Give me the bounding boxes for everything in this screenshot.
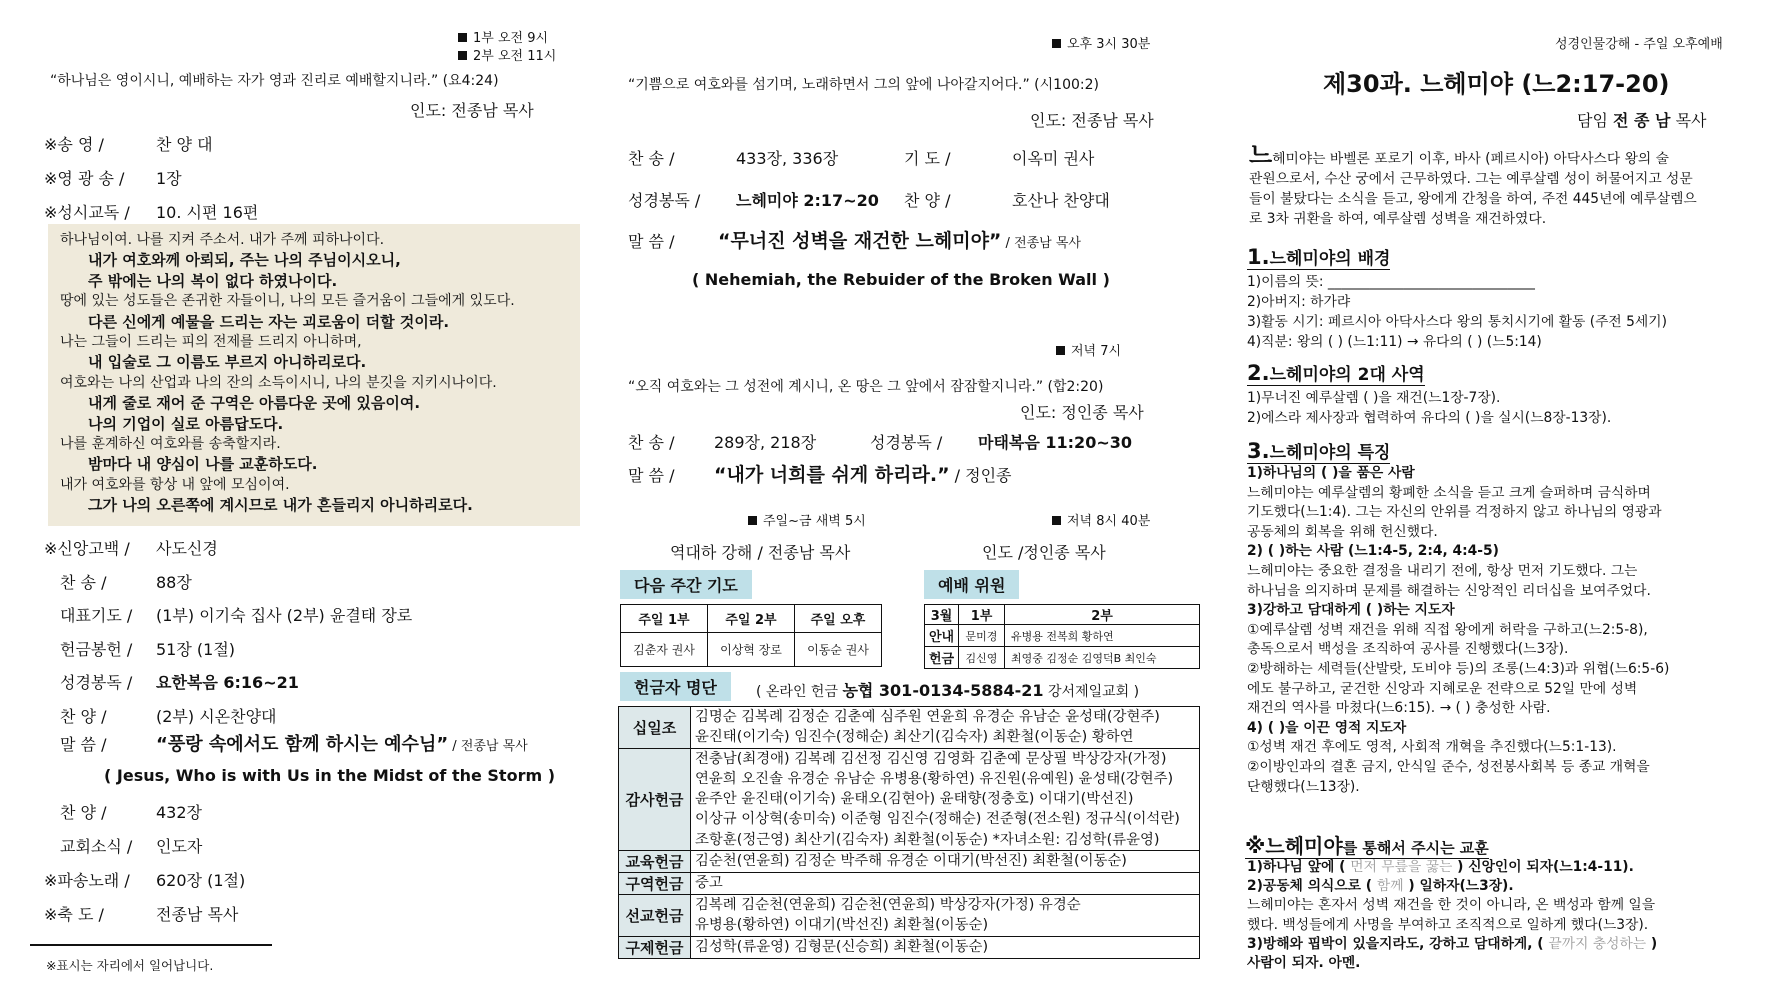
bible-study-column: [1235, 0, 1786, 1002]
section-1-body: 1)이름의 뜻: ______________________________ 2)아버지: 하가랴 3)활동 시기: 페르시아 아닥사스다 왕의 통치시기에 활동 (주전 5세기) 4)직분: 왕의 ( ) (느1:11) → 유다의 ( ) (느5:14): [1247, 274, 1667, 350]
reading-line: 하나님이여. 나를 지켜 주소서. 내가 주께 피하나이다.: [60, 232, 385, 248]
evening-row-1: 찬 송 / 289장, 218장 성경봉독 / 마태복음 11:20~30: [628, 433, 1132, 452]
reading-line: 그가 나의 오른쪽에 계시므로 내가 흔들리지 아니하리로다.: [88, 496, 473, 515]
answer-2: 함께: [1376, 878, 1404, 895]
afternoon-evening-column: [610, 0, 1210, 1002]
standing-note: ※표시는 자리에서 일어납니다.: [46, 958, 214, 973]
prayer-val: 김춘자 권사: [621, 633, 708, 667]
pastor-line: 담임 전 종 남 목사: [1577, 111, 1707, 130]
order-list-3: [44, 796, 245, 932]
sermon-line: 말 씀 / “풍랑 속에서도 함께 하시는 예수님” / 전종남 목사: [60, 734, 528, 755]
reading-line: 내가 여호와를 항상 내 앞에 모심이여.: [60, 476, 290, 493]
offering-names: 김복례 김순천(연윤희) 김순천(연윤희) 박상강자(가정) 유경순 유병용(황하연) 이대기(박선진) 최환철(이동순): [691, 895, 1200, 937]
bank-account: 농협 301-0134-5884-21: [842, 681, 1044, 700]
afternoon-sermon: 말 씀 / “무너진 성벽을 재건한 느헤미야” / 전종남 목사: [628, 230, 1081, 252]
evening-verse: “오직 여호와는 그 성전에 계시니, 온 땅은 그 앞에서 잠잠할지니라.” (합2:20): [628, 379, 1104, 395]
order-item: 헌금봉헌 / 51장 (1절): [60, 639, 236, 659]
offering-category: 구제헌금: [619, 936, 691, 958]
section-1-heading: 1.느헤미야의 배경: [1247, 245, 1391, 269]
afternoon-time: 오후 3시 30분: [1052, 33, 1150, 52]
offering-names: 김명순 김복례 김정순 김춘예 심주원 연윤희 유경순 유남순 윤성태(강현주) 윤진태(이기숙) 임진수(정해순) 최산기(김숙자) 최환철(이동순) 황하연: [691, 707, 1200, 749]
prayer-head: 주일 1부: [621, 605, 708, 633]
order-item: ※영 광 송 / 1장: [44, 169, 182, 188]
night-text: 인도 /정인종 목사: [982, 543, 1106, 562]
service-time-1: 1부 오전 9시: [458, 27, 548, 46]
sermon-english-title: ( Jesus, Who is with Us in the Midst of the Storm ): [104, 766, 556, 785]
order-item: 찬 송 / 88장: [60, 572, 192, 592]
reading-line: 내 입술로 그 이름도 부르지 아니하리로다.: [88, 353, 367, 372]
dawn-text: 역대하 강해 / 전종남 목사: [670, 543, 851, 562]
dawn-time: 주일~금 새벽 5시: [748, 510, 866, 529]
offering-names: 김순천(연윤희) 김정순 박주해 유경순 이대기(박선진) 최환철(이동순): [691, 851, 1200, 873]
offering-names: 전충남(최경애) 김복례 김선정 김신영 김영화 김춘예 문상필 박상강자(가정) 연윤희 오진솔 유경순 유남순 유병용(황하연) 유진원(유예원) 윤성태(강현주) 윤주안 윤진태(이기숙) 윤태오(김현아) 윤태향(정충호) 이대기(박선진) 이상규 이상혁(송미숙) 이준형 임진수(정해순) 전준형(전소원) 정규식(이석란) 조항훈(정근영) 최산기(김숙자) 최환철(이동순) *자녀소원: 김성학(류윤영): [691, 748, 1200, 850]
prayer-table: [620, 604, 882, 667]
section-2-heading: 2.느헤미야의 2대 사역: [1247, 361, 1425, 385]
reading-line: 여호와는 나의 산업과 나의 잔의 소득이시니, 나의 분깃을 지키시나이다.: [60, 374, 497, 391]
reading-line: 다른 신에게 예물을 드리는 자는 괴로움이 더할 것이라.: [88, 312, 450, 331]
offering-category: 십일조: [619, 707, 691, 749]
afternoon-row-2: 성경봉독 / 느헤미야 2:17~20 찬 양 / 호산나 찬양대: [628, 191, 1110, 210]
series-title: 성경인물강해 - 주일 오후예배: [1555, 37, 1723, 52]
offering-names: 중고: [691, 873, 1200, 895]
donor-box-title: 헌금자 명단: [620, 672, 731, 701]
section-3-heading: 3.느헤미야의 특징: [1247, 439, 1391, 463]
order-item: ※파송노래 / 620장 (1절): [44, 871, 246, 890]
reading-line: 밤마다 내 양심이 나를 교훈하도다.: [88, 455, 318, 474]
afternoon-leader: 인도: 전종남 목사: [1030, 111, 1154, 130]
reading-line: 내가 여호와께 아뢰되, 주는 나의 주님이시오니,: [88, 251, 401, 270]
offering-names: 김성학(류윤영) 김형문(신승희) 최환철(이동순): [691, 936, 1200, 958]
bullet-square-icon: [1056, 346, 1065, 355]
bullet-square-icon: [458, 51, 467, 60]
online-offering-note: ( 온라인 헌금 농협 301-0134-5884-21 강서제일교회 ): [756, 681, 1140, 700]
afternoon-sermon-title: “무너진 성벽을 재건한 느헤미야”: [718, 230, 1002, 252]
offering-category: 구역헌금: [619, 873, 691, 895]
prayer-val: 이동순 권사: [795, 633, 882, 667]
order-item: 대표기도 / (1부) 이기숙 집사 (2부) 윤결태 장로: [60, 606, 413, 625]
bullet-square-icon: [748, 516, 757, 525]
leader: 인도: 전종남 목사: [410, 101, 534, 120]
order-item: ※신앙고백 / 사도신경: [44, 539, 218, 558]
order-list-2: [44, 532, 412, 733]
committee-box-title: 예배 위원: [924, 570, 1019, 599]
reading-line: 땅에 있는 성도들은 존귀한 자들이니, 나의 모든 즐거움이 그들에게 있도다.: [60, 293, 515, 310]
afternoon-verse: “기쁨으로 여호와를 섬기며, 노래하면서 그의 앞에 나아갈지어다.” (시100:2): [628, 77, 1099, 93]
reading-line: 나를 훈계하신 여호와를 송축할지라.: [60, 436, 281, 453]
service-time-2: 2부 오전 11시: [458, 45, 556, 64]
prayer-head: 주일 오후: [795, 605, 882, 633]
afternoon-sermon-english: ( Nehemiah, the Rebuider of the Broken Wall ): [692, 270, 1110, 289]
evening-sermon-title: “내가 너희를 쉬게 하리라.”: [714, 464, 950, 486]
night-time: 저녁 8시 40분: [1052, 510, 1150, 529]
drop-cap: 느: [1249, 141, 1273, 169]
morning-service-column: [0, 0, 600, 1002]
evening-sermon: 말 씀 / “내가 너희를 쉬게 하리라.” / 정인종: [628, 464, 1012, 486]
order-item: 찬 양 / 432장: [60, 803, 202, 822]
offering-category: 교육헌금: [619, 851, 691, 873]
lesson-title: 제30과. 느헤미야 (느2:17-20): [1323, 70, 1670, 98]
answer-1: 먼저 무릎을 꿇는: [1350, 859, 1453, 875]
prayer-head: 주일 2부: [708, 605, 795, 633]
answer-3: 끝까지 충성하는: [1548, 935, 1647, 952]
reading-line: 주 밖에는 나의 복이 없다 하였나이다.: [88, 271, 338, 290]
sermon-title: “풍랑 속에서도 함께 하시는 예수님”: [156, 734, 449, 755]
reading-line: 내게 줄로 재어 준 구역은 아름다운 곳에 있음이여.: [88, 394, 421, 413]
order-list-1: [44, 128, 258, 230]
prayer-box-title: 다음 주간 기도: [620, 570, 752, 599]
afternoon-row-1: 찬 송 / 433장, 336장 기 도 / 이옥미 권사: [628, 149, 1095, 168]
responsive-reading-box: [48, 224, 580, 526]
section-3-body: 1)하나님의 ( )을 품은 사람 느헤미야는 예루살렘의 황폐한 소식을 듣고 크게 슬퍼하며 금식하며 기도했다(느1:4). 그는 자신의 안위를 걱정하지 않고 하나님의 영광과 공동체의 회복을 위해 헌신했다. 2) ( )하는 사람 (느1:4-5, 2:4, 4:4-5) 느헤미야는 중요한 결정을 내리기 전에, 항상 먼저 기도했다. 그는 하나님을 의지하며 문제를 해결하는 신앙적인 리더십을 보여주었다. 3)강하고 담대하게 ( )하는 지도자 ①예루살렘 성벽 재건을 위해 직접 왕에게 허락을 구하고(느2:5-8), 총독으로서 백성을 조직하여 공사를 진행했다(느3장). ②방해하는 세력들(산발랏, 도비야 등)의 조롱(느4:3)과 위협(느6:5-6) 에도 불구하고, 굳건한 신앙과 지혜로운 전략으로 52일 만에 성벽 재건의 역사를 마쳤다(느6:15). → ( ) 충성한 사람. 4) ( )을 이끈 영적 지도자 ①성벽 재건 후에도 영적, 사회적 개혁을 추진했다(느5:1-13). ②이방인과의 결혼 금지, 안식일 준수, 성전봉사회복 등 종교 개혁을 단행했다(느13장).: [1247, 465, 1670, 795]
offering-category: 선교헌금: [619, 895, 691, 937]
bullet-square-icon: [458, 33, 467, 42]
order-item: ※성시교독 / 10. 시편 16편: [44, 203, 259, 222]
intro-paragraph: 느헤미야는 바벨론 포로기 이후, 바사 (페르시아) 아닥사스다 왕의 술 관원으로서, 수산 궁에서 근무하였다. 그는 예루살렘 성이 허물어지고 성문 들이 불탔다는 소식을 듣고, 왕에게 간청을 하여, 주전 445년에 예루살렘으 로 3차 귀환을 하여, 예루살렘 성벽을 재건하였다.: [1249, 141, 1697, 227]
offering-category: 감사헌금: [619, 748, 691, 850]
bullet-square-icon: [1052, 516, 1061, 525]
evening-leader: 인도: 정인종 목사: [1020, 403, 1144, 422]
section-2-body: 1)무너진 예루살렘 ( )을 재건(느1장-7장). 2)에스라 제사장과 협력하여 유다의 ( )을 실시(느8장-13장).: [1247, 390, 1612, 426]
order-item: ※축 도 / 전종남 목사: [44, 905, 239, 924]
lessons-heading: ※느헤미야를 통해서 주시는 교훈: [1245, 834, 1489, 858]
bullet-square-icon: [1052, 39, 1061, 48]
reading-line: 나는 그들이 드리는 피의 전제를 드리지 아니하며,: [60, 334, 362, 351]
evening-time: 저녁 7시: [1056, 340, 1121, 359]
lessons-body: 1)하나님 앞에 ( 먼저 무릎을 꿇는 ) 신앙인이 되자(느1:4-11). 2)공동체 의식으로 ( 함께 ) 일하자(느3장). 느헤미야는 혼자서 성벽 재건을 한 것이 아니라, 온 백성과 함께 일을 했다. 백성들에게 사명을 부여하고 조직적으로 일하게 했다(느3장). 3)방해와 핍박이 있을지라도, 강하고 담대하게, ( 끝까지 충성하는 ) 사람이 되자. 아멘.: [1247, 859, 1658, 972]
divider: [30, 944, 272, 946]
order-item: 교회소식 / 인도자: [60, 837, 203, 856]
order-item: 성경봉독 / 요한복음 6:16~21: [60, 673, 299, 692]
call-to-worship-verse: “하나님은 영이시니, 예배하는 자가 영과 진리로 예배할지니라.” (요4:24): [50, 73, 499, 89]
order-item: 찬 양 / (2부) 시온찬양대: [60, 706, 277, 726]
prayer-val: 이상혁 장로: [708, 633, 795, 667]
reading-line: 나의 기업이 실로 아름답도다.: [88, 414, 284, 433]
offering-table: [618, 706, 1200, 959]
order-item: ※송 영 / 찬 양 대: [44, 135, 213, 154]
committee-table: 3월 1부 2부 안내 문미경 유병용 전복희 황하연 헌금 김신영 최영중 김정순 김영덕B 최인숙: [924, 604, 1200, 669]
